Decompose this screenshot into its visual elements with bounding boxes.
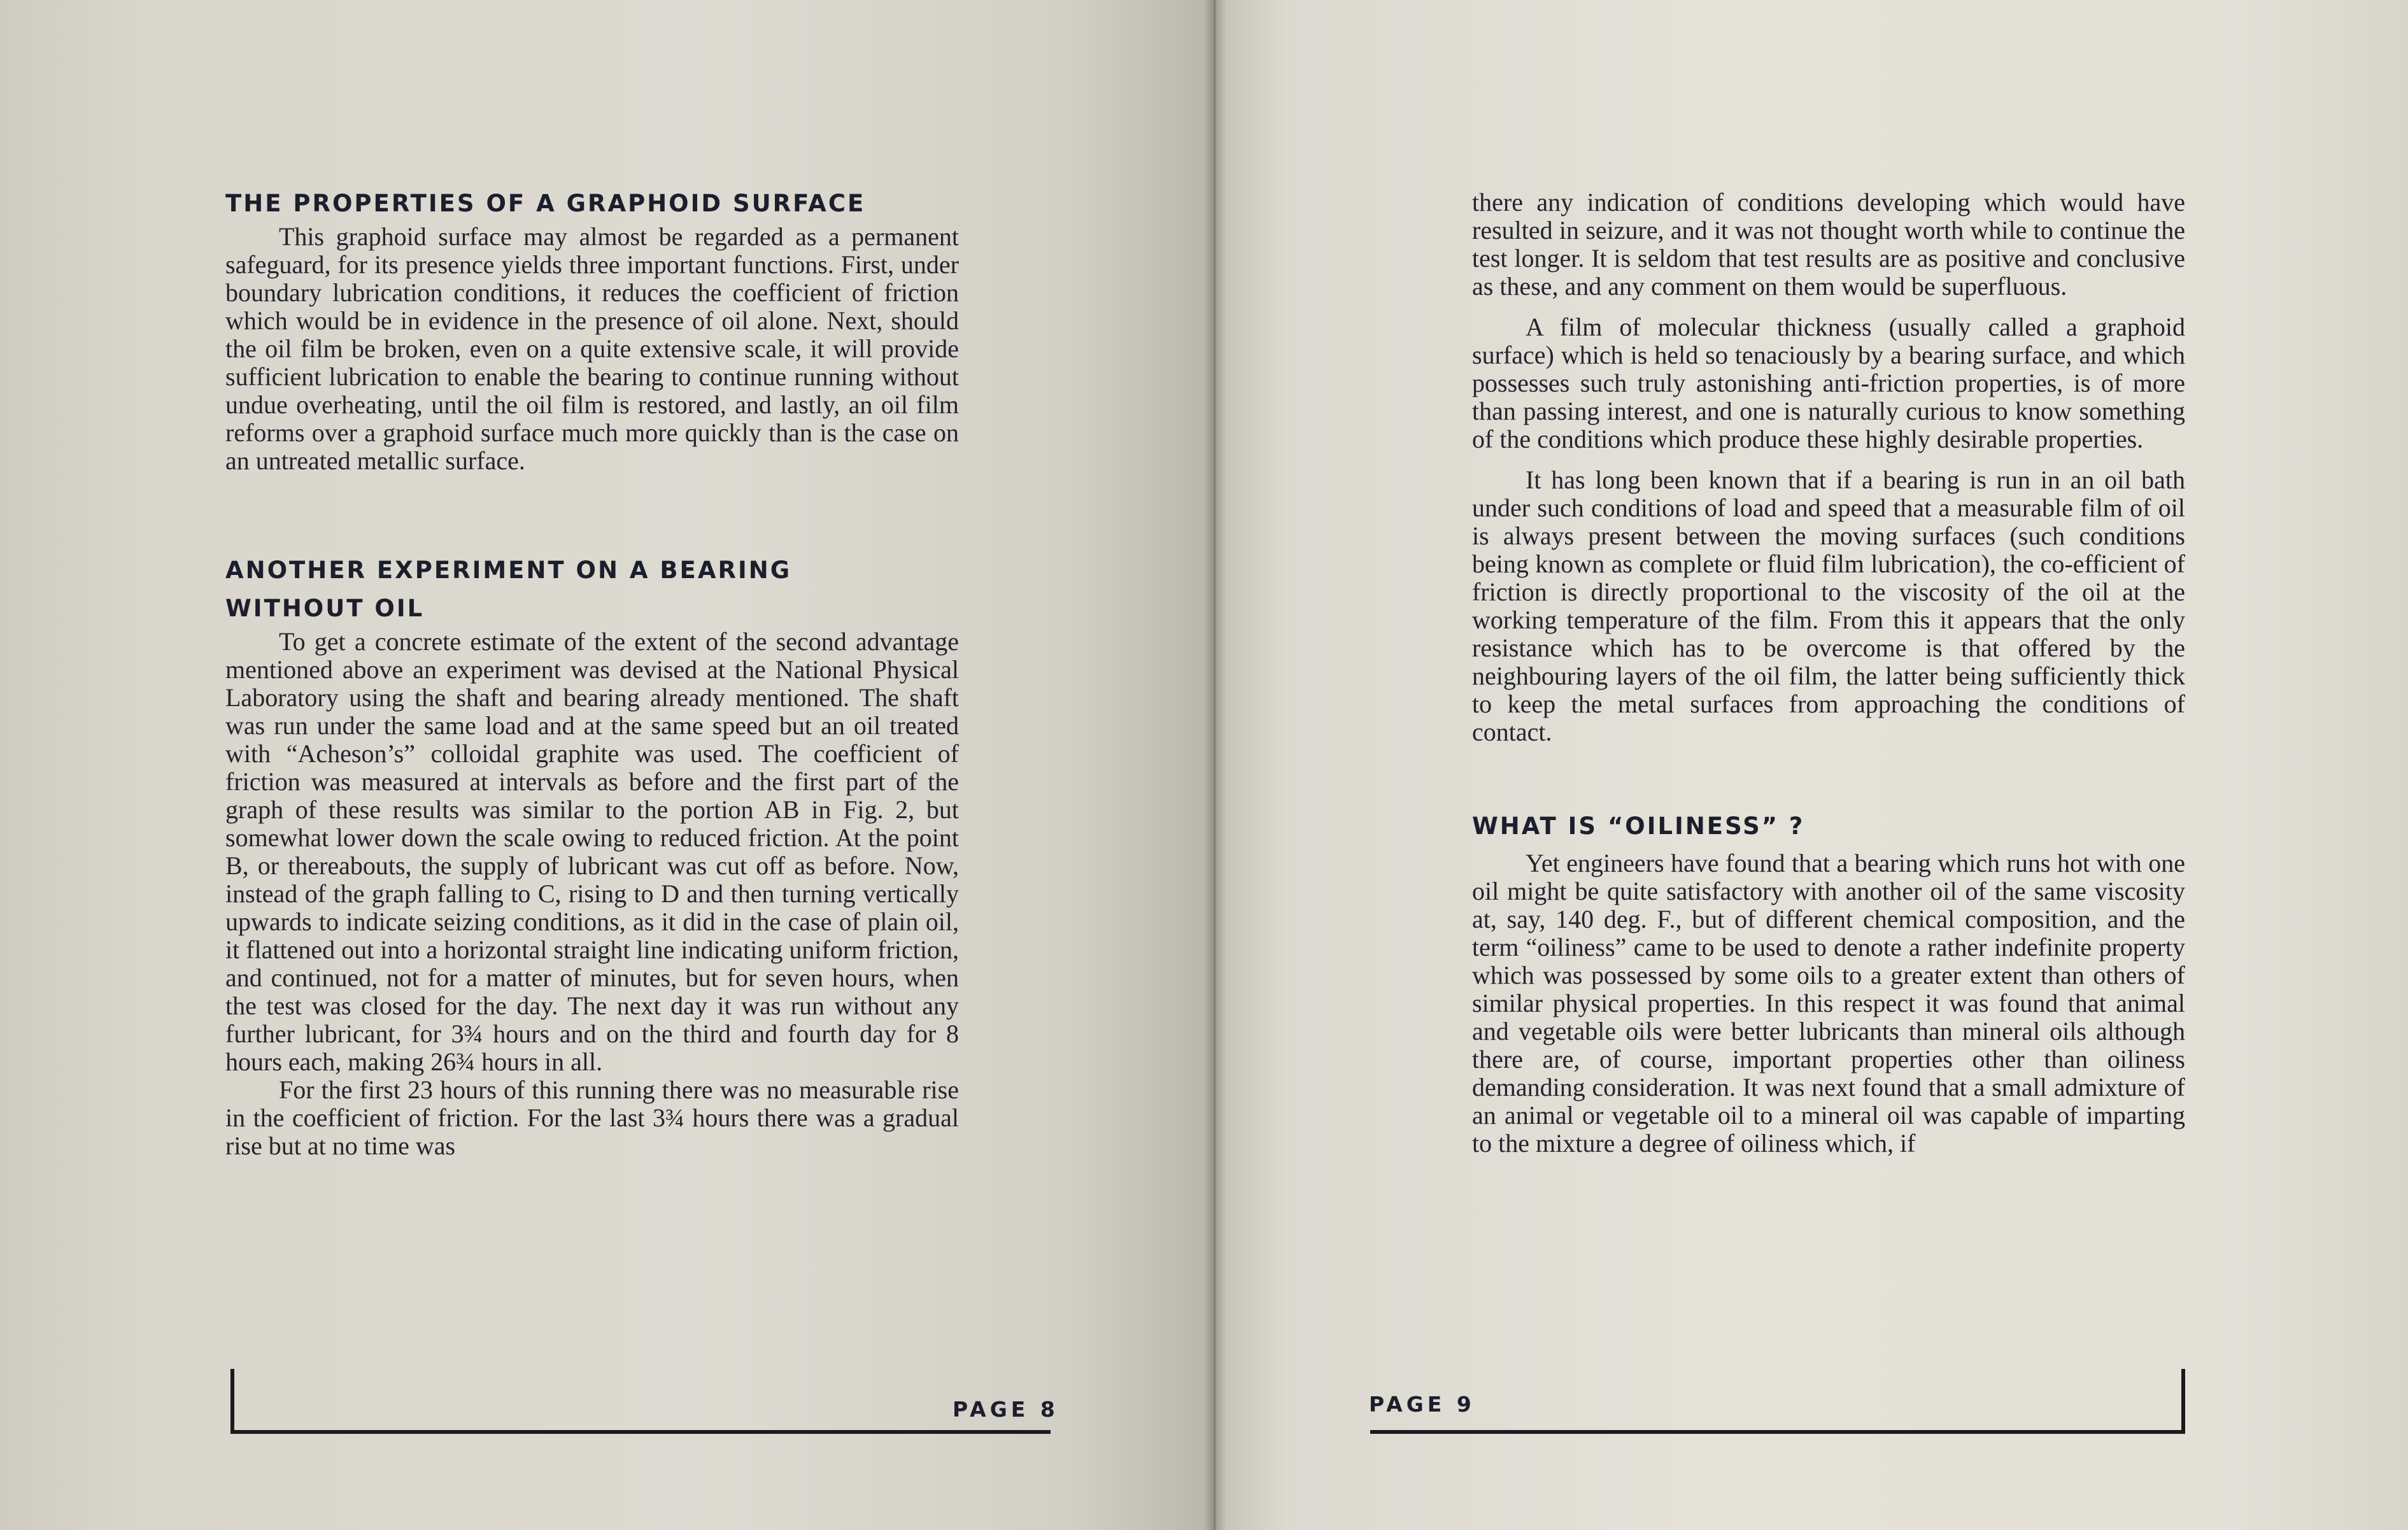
heading-graphoid-properties: THE PROPERTIES OF A GRAPHOID SURFACE	[225, 190, 866, 217]
paragraph: This graphoid surface may almost be regarded as a permanent safeguard, for its presence yields three important functions. First, under boundary lubrication conditions, it reduces the coefficient of friction which would be in evidence in the presence of oil alone. Next, should the oil film be broken, even on a quite extensive scale, it will provide sufficient lubrication to enable the bearing to continue running without undue overheating, until the oil film is restored, and lastly, an oil film reforms over a graphoid surface much more quickly than is the case on an untreated metallic surface.	[225, 222, 959, 475]
page-number: PAGE 8	[953, 1397, 1059, 1422]
paragraph: To get a concrete estimate of the extent of the second advantage mentioned above an experiment was devised at the National Physical Laboratory using the shaft and bearing already mentioned. The shaft was run under the same load and at the same speed but an oil treated with “Acheson’s” colloidal graphite was used. The coefficient of friction was measured at intervals as before and the first part of the graph of these results was similar to the portion AB in Fig. 2, but somewhat lower down the scale owing to reduced friction. At the point B, or thereabouts, the supply of lubricant was cut off as before. Now, instead of the graph falling to C, rising to D and then turning vertically upwards to indicate seizing conditions, as it did in the case of plain oil, it flattened out into a horizontal straight line indicating uniform friction, and continued, not for a matter of minutes, but for seven hours, when the test was closed for the day. The next day it was run without any further lubricant, for 3¾ hours and on the third and fourth day for 8 hours each, making 26¾ hours in all.	[225, 627, 959, 1076]
page-number: PAGE 9	[1369, 1392, 1475, 1417]
paragraph: A film of molecular thickness (usually called a graphoid surface) which is held so tenaciously by a bearing surface, and which possesses such truly astonishing anti-friction properties, is of more than passing interest, and one is naturally curious to know something of the conditions which produce these highly desirable properties.	[1472, 313, 2185, 453]
left-text-column	[225, 185, 959, 1160]
heading-experiment-line-1: ANOTHER EXPERIMENT ON A BEARING	[225, 556, 792, 584]
book-gutter	[1203, 0, 1226, 1530]
heading-experiment-line-2: WITHOUT OIL	[225, 595, 425, 622]
right-text-column	[1472, 188, 2185, 1158]
heading-oiliness: WHAT IS “OILINESS” ?	[1472, 812, 1805, 840]
page-footer-rule	[230, 1369, 1051, 1434]
paragraph: It has long been known that if a bearing is run in an oil bath under such conditions of load and speed that a measurable film of oil is always present between the moving surfaces (such conditions being known as complete or fluid film lubrication), the co-efficient of friction is directly proportional to the viscosity of the oil at the working temperature of the film. From this it appears that the only resistance which has to be overcome is that offered by the neighbouring layers of the oil film, the latter being sufficiently thick to keep the metal surfaces from approaching the conditions of contact.	[1472, 465, 2185, 746]
paragraph: there any indication of conditions developing which would have resulted in seizure, and it was not thought worth while to continue the test longer. It is seldom that test results are as positive and conclusive as these, and any comment on them would be superfluous.	[1472, 188, 2185, 301]
page-footer-rule	[1370, 1369, 2185, 1434]
paragraph: Yet engineers have found that a bearing which runs hot with one oil might be quite satisfactory with another oil of the same viscosity at, say, 140 deg. F., but of different chemical composition, and the term “oiliness” came to be used to denote a rather indefinite property which was possessed by some oils to a greater extent than others of similar physical properties. In this respect it was found that animal and vegetable oils were better lubricants than mineral oils although there are, of course, important properties other than oiliness demanding consideration. It was next found that a small admixture of an animal or vegetable oil to a mineral oil was capable of imparting to the mixture a degree of oiliness which, if	[1472, 849, 2185, 1158]
paragraph: For the first 23 hours of this running there was no measurable rise in the coefficient of friction. For the last 3¾ hours there was a gradual rise but at no time was	[225, 1075, 959, 1160]
